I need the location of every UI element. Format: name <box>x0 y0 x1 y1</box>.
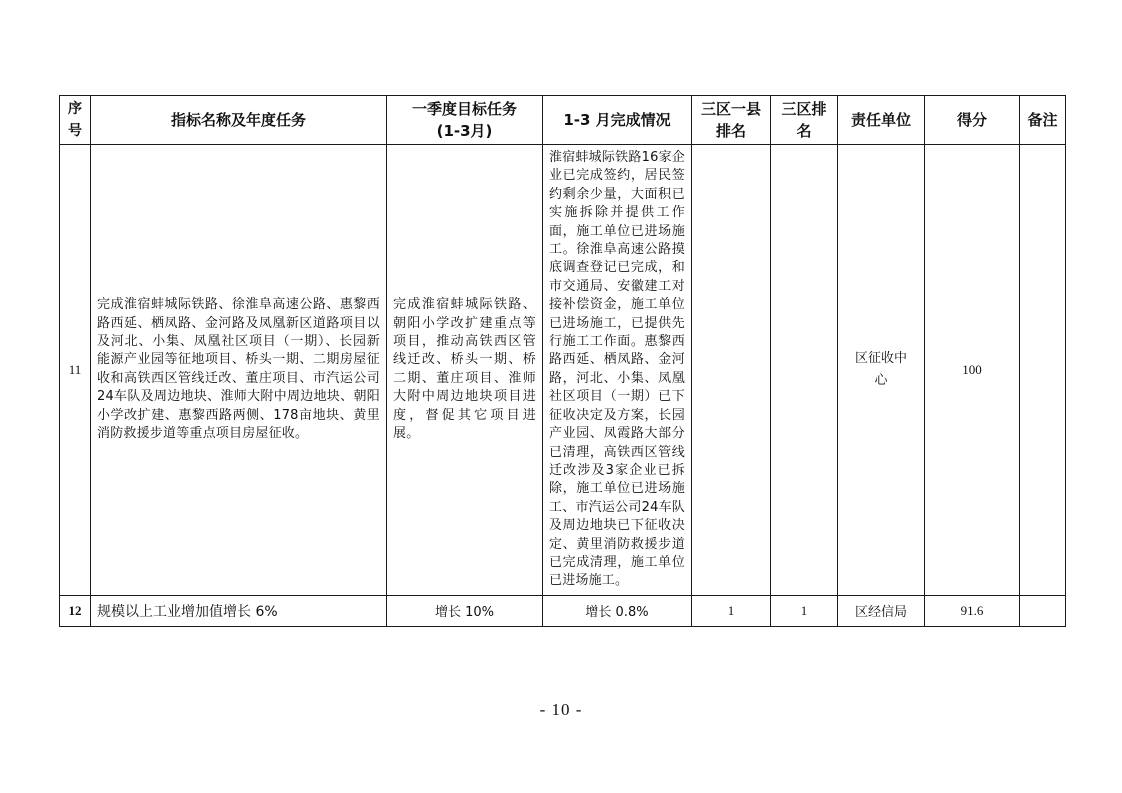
row-q1-target: 完成淮宿蚌城际铁路、朝阳小学改扩建重点等项目，推动高铁西区管线迁改、桥头一期、桥二期、董庄项目、淮师大附中周边地块项目进度，督促其它项目进展。 <box>393 297 536 442</box>
row-note <box>1020 595 1066 626</box>
header-score: 得分 <box>925 96 1020 145</box>
header-rank-county: 三区一县排名 <box>692 96 771 145</box>
header-index: 序号 <box>60 96 91 145</box>
table-row <box>60 595 1066 626</box>
row-rank-district <box>771 145 838 596</box>
row-q1-target: 增长 10% <box>387 595 543 626</box>
table-header <box>60 96 1066 145</box>
header-progress: 1-3 月完成情况 <box>543 96 692 145</box>
row-index: 11 <box>60 145 91 596</box>
row-rank-district: 1 <box>771 595 838 626</box>
row-unit: 区经信局 <box>838 595 925 626</box>
row-score: 91.6 <box>925 595 1020 626</box>
row-score: 100 <box>925 145 1020 596</box>
indicator-table <box>59 95 1066 627</box>
header-task: 指标名称及年度任务 <box>91 96 387 145</box>
row-index: 12 <box>60 595 91 626</box>
header-unit: 责任单位 <box>838 96 925 145</box>
header-rank-district: 三区排名 <box>771 96 838 145</box>
row-rank-county: 1 <box>692 595 771 626</box>
header-note: 备注 <box>1020 96 1066 145</box>
page-number: - 10 - <box>539 700 583 719</box>
row-task: 完成淮宿蚌城际铁路、徐淮阜高速公路、惠黎西路西延、栖凤路、金河路及凤凰新区道路项目以及河北、小集、凤凰社区项目（一期）、长园新能源产业园等征地项目、桥头一期、二期房屋征收和高铁西区管线迁改、董庄项目、市汽运公司24车队及周边地块、淮师大附中周边地块、朝阳小学改扩建、惠黎西路两侧、178亩地块、黄里消防救援步道等重点项目房屋征收。 <box>97 297 380 442</box>
row-task: 规模以上工业增加值增长 6% <box>91 595 387 626</box>
row-progress: 增长 0.8% <box>543 595 692 626</box>
row-unit: 区征收中心 <box>854 350 907 388</box>
row-progress: 淮宿蚌城际铁路16家企业已完成签约，居民签约剩余少量，大面积已实施拆除并提供工作面，施工单位已进场施工。徐淮阜高速公路摸底调查登记已完成，和市交通局、安徽建工对接补偿资金，施工单位已进场施工，已提供先行施工工作面。惠黎西路西延、栖凤路、金河路，河北、小集、凤凰社区项目（一期）已下征收决定及方案，长园产业园、凤霞路大部分已清理，高铁西区管线迁改涉及3家企业已拆除，施工单位已进场施工、市汽运公司24车队及周边地块已下征收决定、黄里消防救援步道已完成清理，施工单位已进场施工。 <box>549 150 685 589</box>
row-rank-county <box>692 145 771 596</box>
row-note <box>1020 145 1066 596</box>
header-q1-target: 一季度目标任务(1-3月) <box>387 96 543 145</box>
table-row <box>60 145 1066 596</box>
